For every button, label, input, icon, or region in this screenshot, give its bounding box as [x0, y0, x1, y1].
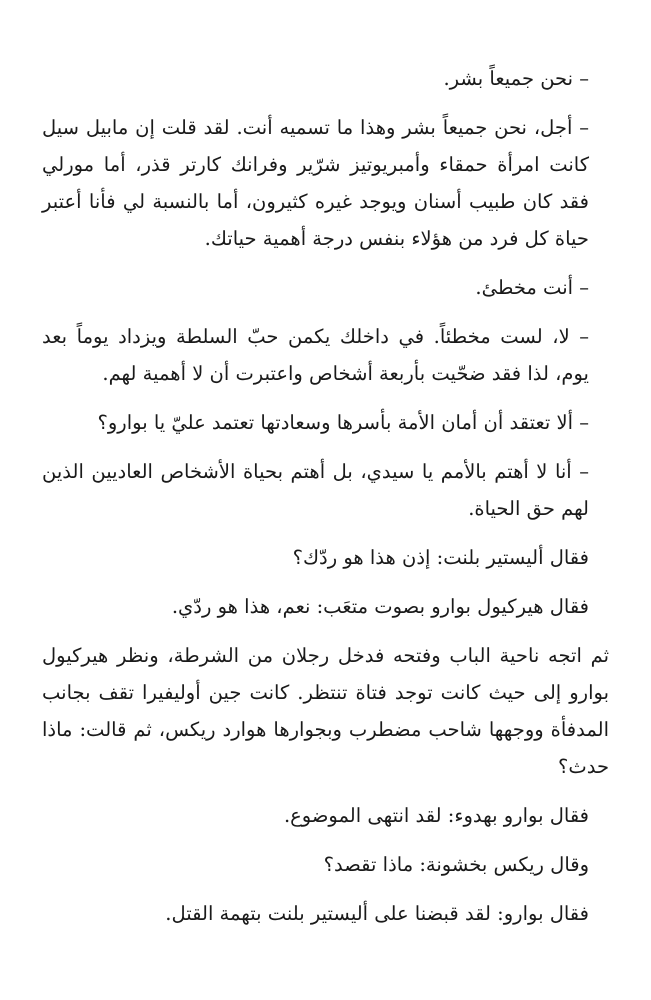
paragraph-dialogue: – نحن جميعاً بشر.: [443, 67, 589, 90]
paragraph-dialogue: – أنا لا أهتم بالأمم يا سيدي، بل أهتم بحياة الأشخاص العاديين الذين لهم حق الحياة.: [42, 460, 589, 520]
paragraph-narration: فقال بوارو بهدوء: لقد انتهى الموضوع.: [283, 804, 589, 827]
paragraph-dialogue: – ألا تعتقد أن أمان الأمة بأسرها وسعادتها تعتمد عليّ يا بوارو؟: [97, 411, 589, 434]
paragraph-narration: فقال أليستير بلنت: إذن هذا هو ردّك؟: [292, 546, 589, 569]
paragraph-dialogue: – أجل، نحن جميعاً بشر وهذا ما تسميه أنت. لقد قلت إن مابيل سيل كانت امرأة حمقاء وأمبريوتيز شرّير وفرانك كارتر قذر، أما مورلي فقد كان طبيب أسنان ويوجد غيره كثيرون، أما بالنسبة لي فأنا أعتبر حياة كل فرد من هؤلاء بنفس درجة أهمية حياتك.: [42, 116, 589, 250]
paragraph-narration: فقال هيركيول بوارو بصوت متعَب: نعم، هذا هو ردّي.: [171, 595, 589, 618]
paragraph-narration: فقال بوارو: لقد قبضنا على أليستير بلنت بتهمة القتل.: [165, 902, 589, 925]
paragraph-dialogue: – أنت مخطئ.: [475, 276, 589, 299]
paragraph-narration: ثم اتجه ناحية الباب وفتحه فدخل رجلان من الشرطة، ونظر هيركيول بوارو إلى حيث كانت توجد فتاة تنتظر. كانت جين أوليفيرا تقف بجانب المدفأة ووجهها شاحب مضطرب وبجوارها هوارد ريكس، ثم قالت: ماذا حدث؟: [42, 644, 609, 778]
paragraph-narration: وقال ريكس بخشونة: ماذا تقصد؟: [323, 853, 589, 876]
paragraph-dialogue: – لا، لست مخطئاً. في داخلك يكمن حبّ السلطة ويزداد يوماً بعد يوم، لذا فقد ضحّيت بأربعة أشخاص واعتبرت أن لا أهمية لهم.: [42, 325, 589, 385]
